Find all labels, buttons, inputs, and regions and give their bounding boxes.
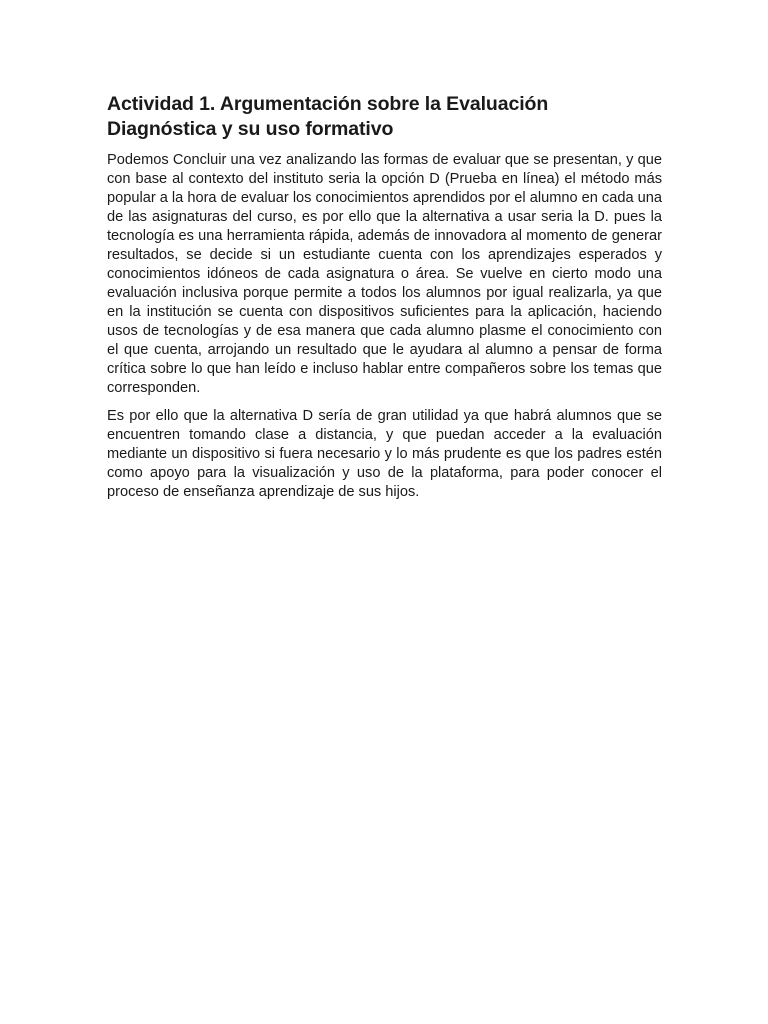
paragraph-alternative-d: Es por ello que la alternativa D sería de gran utilidad ya que habrá alumnos que se encuentren tomando clase a distancia, y que puedan acceder a la evaluación mediante un dispositivo si fuera necesario y lo más prudente es que los padres estén como apoyo para la visualización y uso de la plataforma, para poder conocer el proceso de enseñanza aprendizaje de sus hijos. [107,408,662,500]
paragraph-conclusion: Podemos Concluir una vez analizando las formas de evaluar que se presentan, y que con base al contexto del instituto seria la opción D (Prueba en línea) el método más popular a la hora de evaluar los conocimientos aprendidos por el alumno en cada una de las asignaturas del curso, es por ello que la alternativa a usar seria la D. pues la tecnología es una herramienta rápida, además de innovadora al momento de generar resultados, se decide si un estudiante cuenta con los aprendizajes esperados y conocimientos idóneos de cada asignatura o área. Se vuelve en cierto modo una evaluación inclusiva porque permite a todos los alumnos por igual realizarla, ya que en la institución se cuenta con dispositivos suficientes para la aplicación, haciendo usos de tecnologías y de esa manera que cada alumno plasme el conocimiento con el que cuenta, arrojando un resultado que le ayudara al alumno a pensar de forma crítica sobre lo que han leído e incluso hablar entre compañeros sobre los temas que corresponden. [107,152,662,396]
document-content [107,92,662,511]
document-title: Actividad 1. Argumentación sobre la Evaluación Diagnóstica y su uso formativo [107,93,549,140]
